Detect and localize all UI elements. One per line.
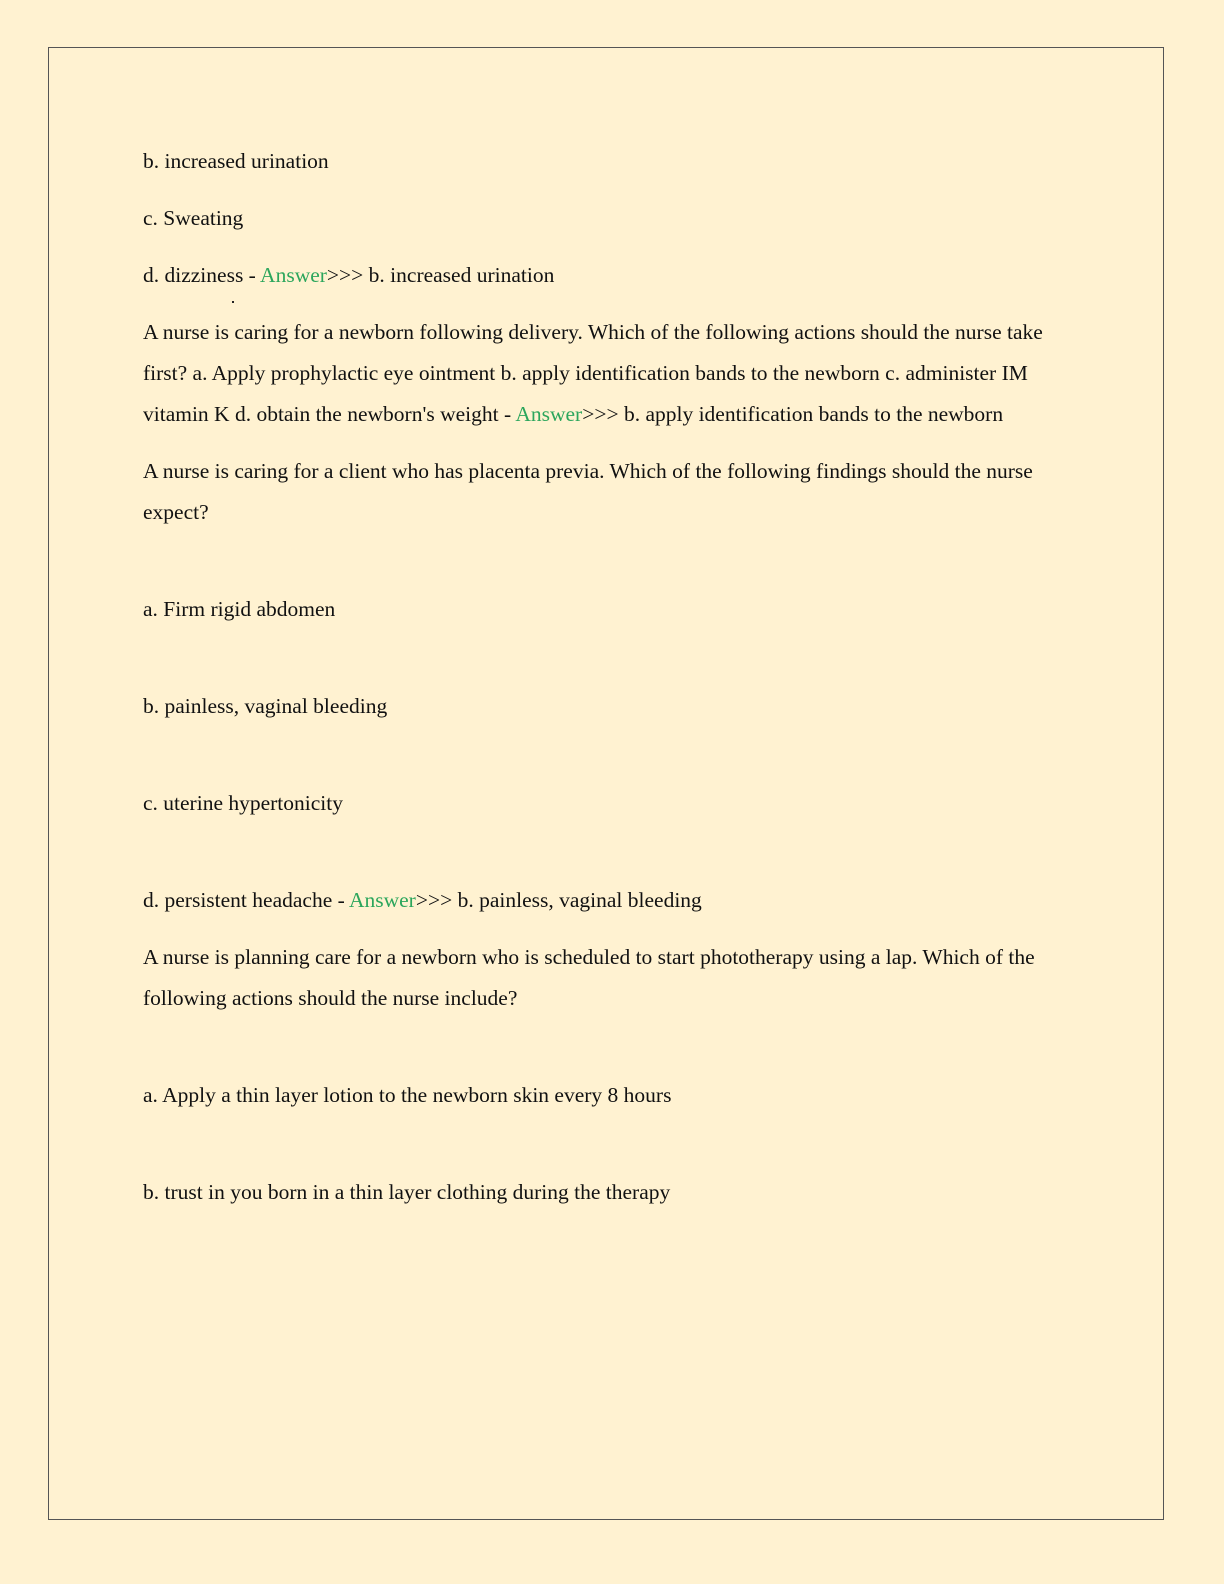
prev-option-b: b. increased urination: [143, 149, 329, 173]
previa-option-d: [143, 880, 1078, 921]
phototherapy-question: A nurse is planning care for a newborn who is scheduled to start phototherapy using a lap. Which of the following actions should the nurse include?: [143, 945, 1035, 1010]
answer-text: >>> b. painless, vaginal bleeding: [415, 888, 702, 912]
answer-text: >>> b. apply identification bands to the newborn: [582, 402, 1004, 426]
previa-option-a: a. Firm rigid abdomen: [143, 597, 336, 621]
newborn-question-text: A nurse is caring for a newborn following delivery. Which of the following actions should the nurse take first? a. Apply prophylactic eye ointment b. apply identification bands to the newborn c. administer IM vitamin K d. obtain the newborn's weight -: [143, 320, 1043, 426]
answer-label: Answer: [260, 263, 327, 287]
prev-option-c: c. Sweating: [143, 206, 244, 230]
phototherapy-option-b: b. trust in you born in a thin layer clothing during the therapy: [143, 1180, 671, 1204]
answer-label: Answer: [348, 888, 416, 912]
answer-text: >>> b. increased urination: [326, 263, 555, 287]
prev-option-d: [143, 255, 1078, 296]
prev-option-d-text: d. dizziness -: [143, 263, 261, 287]
phototherapy-option-a: a. Apply a thin layer lotion to the newborn skin every 8 hours: [143, 1083, 672, 1107]
previa-option-d-text: d. persistent headache -: [143, 888, 349, 912]
previa-question: A nurse is caring for a client who has placenta previa. Which of the following findings should the nurse expect?: [143, 459, 1033, 524]
previa-option-c: c. uterine hypertonicity: [143, 791, 343, 815]
answer-label: Answer: [515, 402, 583, 426]
newborn-question: [143, 312, 1078, 435]
document-body: [143, 141, 1078, 1229]
previa-option-b: b. painless, vaginal bleeding: [143, 694, 388, 718]
